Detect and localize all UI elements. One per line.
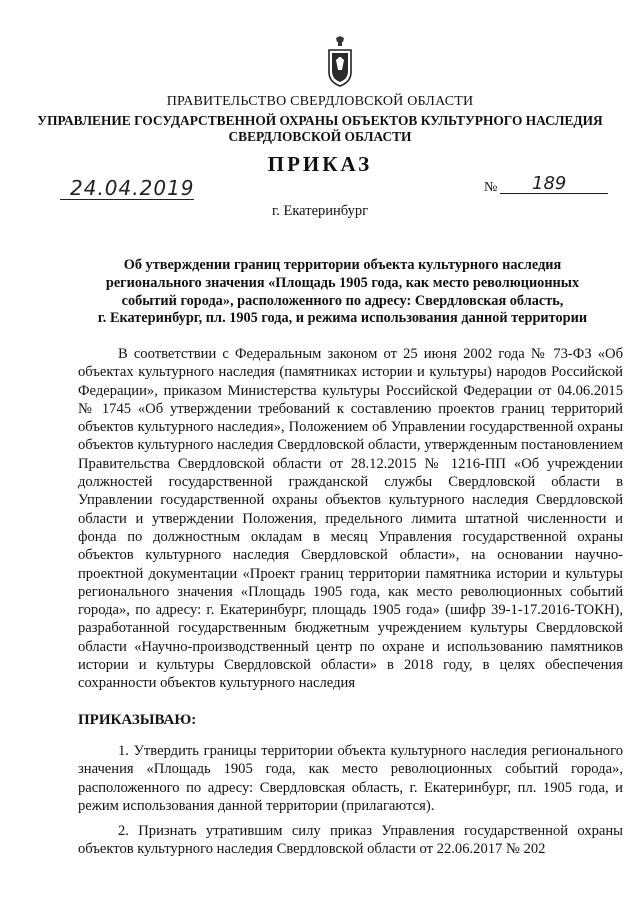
order-title — [70, 257, 615, 328]
department-name — [0, 113, 640, 145]
government-name: ПРАВИТЕЛЬСТВО СВЕРДЛОВСКОЙ ОБЛАСТИ — [166, 94, 474, 109]
number-label: № — [484, 180, 498, 195]
handwritten-date: 24.04.2019 — [70, 176, 195, 200]
city: г. Екатеринбург — [271, 203, 369, 219]
title-line-3: событий города», расположенного по адресу: Свердловская область, — [121, 292, 564, 309]
title-line-4: г. Екатеринбург, пл. 1905 года, и режима использования данной территории — [97, 310, 588, 327]
handwritten-number: 189 — [532, 173, 567, 194]
date-underline — [60, 199, 194, 200]
preamble-paragraph: В соответствии с Федеральным законом от 25 июня 2002 года № 73-ФЗ «Об объектах культурного наследия (памятниках истории и культуры) народов Российской Федерации», приказом Министерства культуры Российской Федерации от 04.06.2015 № 1745 «Об утверждении требований к составлению проектов границ территорий объектов культурного наследия», Положением об Управлении государственной охраны объектов культурного наследия Свердловской области, утвержденным постановлением Правительства Свердловской области от 28.12.2015 № 1216-ПП «Об учреждении должностей государственной гражданской службы Свердловской области в Управлении государственной охраны объектов культурного наследия Свердловской области и утверждении Положения, предельного лимита штатной численности и фонда по должностным окладам в месяц Управления государственной охраны объектов культурного наследия Свердловской области», на основании научно-проектной документации «Проект границ территории памятника истории и культуры регионального значения «Площадь 1905 года, как место революционных событий города», по адресу: г. Екатеринбург, площадь 1905 года» (шифр 39-1-17.2016-ТОКН), разработанной государственным бюджетным учреждением культуры Свердловской области «Научно-производственный центр по охране и использованию памятников истории и культуры Свердловской области» в 2018 году, в целях обеспечения сохранности объектов культурного наследия — [78, 346, 623, 692]
order-item-1: 1. Утвердить границы территории объекта культурного наследия регионального значения «Площадь 1905 года, как место революционных событий города», расположенного по адресу: Свердловская область, г. Екатеринбург, пл. 1905 года, и режим использования данной территории (прилагаются). — [78, 743, 623, 814]
title-line-1: Об утверждении границ территории объекта культурного наследия — [123, 257, 562, 273]
orders-heading: ПРИКАЗЫВАЮ: — [78, 712, 197, 728]
title-line-2: регионального значения «Площадь 1905 года, как место революционных — [105, 274, 580, 291]
order-item-2: 2. Признать утратившим силу приказ Управления государственной охраны объектов культурного наследия Свердловской области от 22.06.2017 № 202 — [78, 823, 623, 858]
department-line-2: СВЕРДЛОВСКОЙ ОБЛАСТИ — [228, 129, 412, 144]
number-underline — [500, 193, 608, 194]
department-line-1: УПРАВЛЕНИЕ ГОСУДАРСТВЕННОЙ ОХРАНЫ ОБЪЕКТОВ КУЛЬТУРНОГО НАСЛЕДИЯ — [37, 113, 603, 128]
coat-of-arms-icon — [327, 36, 353, 88]
document-type: ПРИКАЗ — [267, 152, 373, 176]
